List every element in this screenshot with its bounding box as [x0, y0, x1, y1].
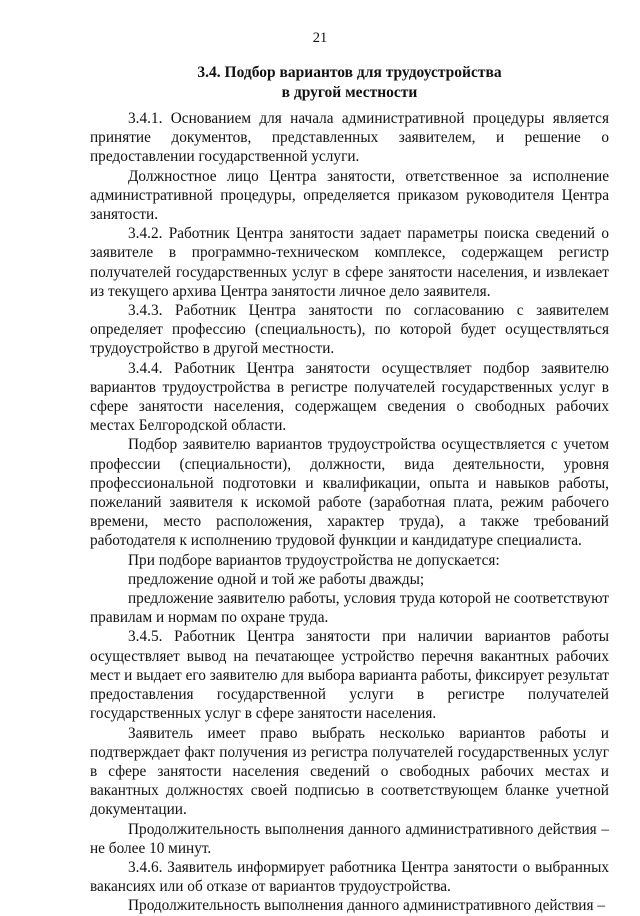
paragraph-selection-criteria: Подбор заявителю вариантов трудоустройства осуществляется с учетом профессии (специальности), должности, вида деятельности, уровня профессиональной подготовки и квалификации, опыта и навыков работы, пожеланий заявителя к искомой работе (заработная плата, режим рабочего времени, место расположения, характер труда), а также требований работодателя к исполнению трудовой функции и кандидатуре специалиста.	[90, 436, 609, 550]
paragraph-3-4-6: 3.4.6. Заявитель информирует работника Центра занятости о выбранных вакансиях или об отказе от вариантов трудоустройства.	[90, 858, 609, 896]
paragraph-not-allowed: При подборе вариантов трудоустройства не допускается:	[128, 551, 500, 569]
paragraph-3-4-1: 3.4.1. Основанием для начала административной процедуры является принятие документов, представленных заявителем, и решение о предоставлении государственной услуги.	[90, 110, 609, 166]
section-heading	[90, 63, 609, 103]
paragraph-3-4-3: 3.4.3. Работник Центра занятости по согласованию с заявителем определяет профессию (специальность), по которой будет осуществляться трудоустройство в другой местности.	[90, 302, 609, 358]
section-heading-line-1: 3.4. Подбор вариантов для трудоустройства	[197, 64, 502, 81]
paragraph-not-allowed-item-1: предложение одной и той же работы дважды;	[128, 570, 425, 588]
section-body	[90, 109, 609, 916]
paragraph-3-4-4: 3.4.4. Работник Центра занятости осуществляет подбор заявителю вариантов трудоустройства в регистре получателей государственных услуг в сфере занятости населения, содержащем сведения о свободных рабочих местах Белгородской области.	[90, 359, 609, 435]
paragraph-applicant-rights: Заявитель имеет право выбрать несколько вариантов работы и подтверждает факт получения из регистра получателей государственных услуг в сфере занятости населения сведений о свободных рабочих местах и вакантных должностях своей подписью в соответствующем бланке учетной документации.	[90, 724, 609, 819]
paragraph-duration-1: Продолжительность выполнения данного административного действия – не более 10 минут.	[90, 820, 609, 857]
paragraph-duration-2: Продолжительность выполнения данного административного действия –	[128, 897, 605, 915]
paragraph-responsible-official: Должностное лицо Центра занятости, ответственное за исполнение административной процедуры, определяется приказом руководителя Центра занятости.	[90, 167, 609, 224]
paragraph-not-allowed-item-2: предложение заявителю работы, условия труда которой не соответствуют правилам и нормам по охране труда.	[90, 590, 609, 627]
paragraph-3-4-2: 3.4.2. Работник Центра занятости задает параметры поиска сведений о заявителе в программно-техническом комплексе, содержащем регистр получателей государственных услуг в сфере занятости населения, и извлекает из текущего архива Центра занятости личное дело заявителя.	[90, 225, 609, 300]
section-heading-line-2: в другой местности	[281, 84, 418, 101]
page-number: 21	[312, 30, 328, 46]
paragraph-3-4-5: 3.4.5. Работник Центра занятости при наличии вариантов работы осуществляет вывод на печатающее устройство перечня вакантных рабочих мест и выдает его заявителю для выбора варианта работы, фиксирует результат предоставления государственной услуги в регистре получателей государственных услуг в сфере занятости населения.	[90, 628, 609, 723]
